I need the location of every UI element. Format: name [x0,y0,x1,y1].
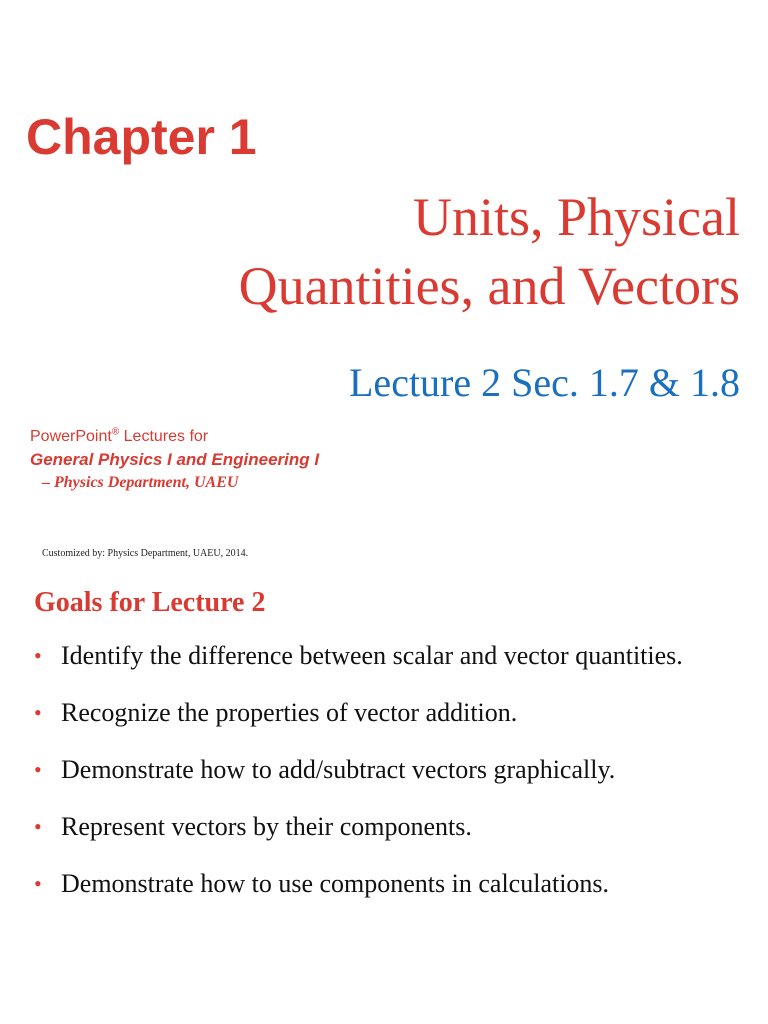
credits-department: – Physics Department, UAEU [42,474,239,491]
goals-heading: Goals for Lecture 2 [34,587,266,618]
credits-lectures-for: Lectures for [119,428,209,445]
bullet-icon: • [34,757,42,782]
goal-text: Recognize the properties of vector addition. [61,698,518,727]
lecture-subtitle: Lecture 2 Sec. 1.7 & 1.8 [349,360,740,405]
registered-mark: ® [111,426,120,438]
goal-text: Identify the difference between scalar and vector quantities. [61,641,683,670]
goal-item [34,807,683,847]
credits-course: General Physics I and Engineering I [30,450,320,469]
goal-item [34,693,683,733]
bullet-icon: • [34,700,42,725]
slide-title [239,183,740,321]
goal-item [34,750,683,790]
customized-note: Customized by: Physics Department, UAEU, 2014. [42,548,249,559]
bullet-icon: • [34,814,42,839]
goals-list [34,636,683,904]
title-line-2: Quantities, and Vectors [238,256,740,316]
bullet-icon: • [34,871,42,896]
title-line-1: Units, Physical [412,187,740,247]
credits-line-1 [30,426,319,448]
goal-item [34,636,683,676]
bullet-icon: • [34,643,42,668]
credits-block [30,426,319,494]
chapter-label: Chapter 1 [26,109,257,165]
goal-item [34,864,683,904]
goal-text: Demonstrate how to add/subtract vectors graphically. [61,755,616,784]
goal-text: Represent vectors by their components. [61,812,472,841]
credits-powerpoint: PowerPoint [30,428,112,445]
goal-text: Demonstrate how to use components in calculations. [61,869,610,898]
